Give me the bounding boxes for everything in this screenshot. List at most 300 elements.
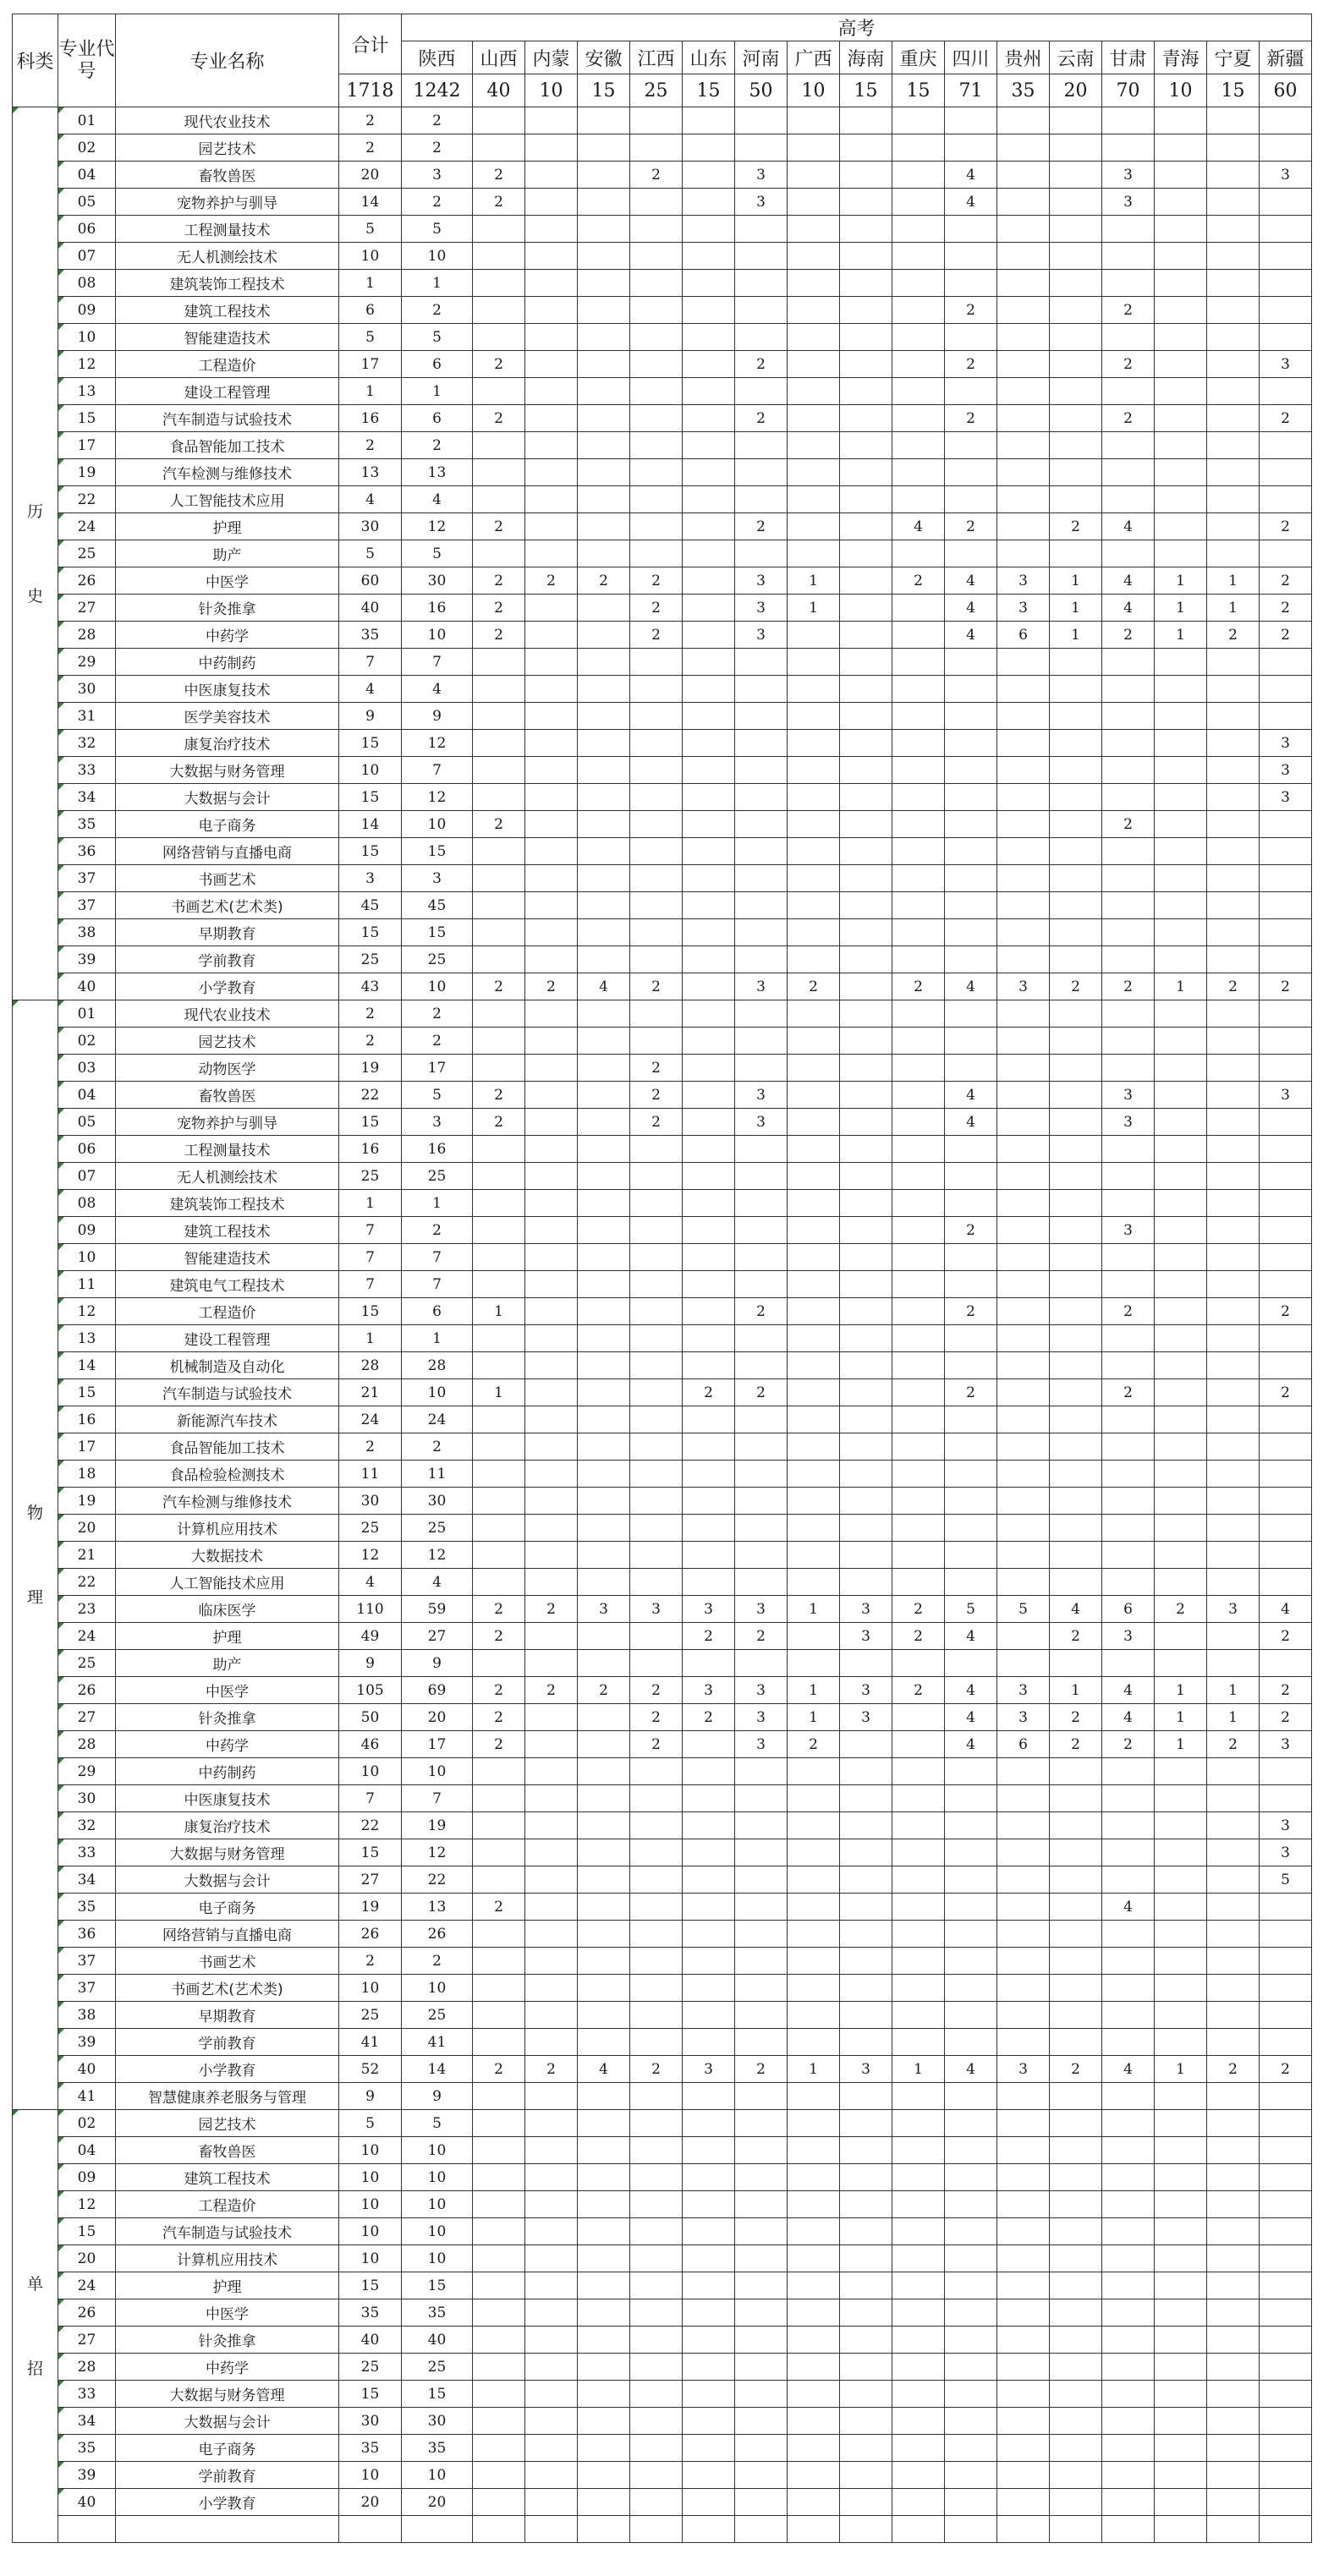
province-quota [1050,1379,1102,1406]
province-quota [1050,107,1102,134]
major-code: 24 [58,513,116,540]
province-quota: 1 [1155,567,1207,595]
province-quota: 3 [997,2056,1050,2083]
province-quota [840,1271,892,1298]
province-quota [1102,1488,1155,1515]
province-quota [1207,107,1260,134]
province-quota [1260,1244,1312,1271]
province-quota [735,919,788,946]
province-quota [997,432,1050,459]
province-quota: 4 [945,622,997,649]
province-quota [683,1731,735,1758]
province-quota [735,2137,788,2164]
province-quota: 4 [578,973,630,1000]
province-quota [735,2245,788,2272]
province-quota [997,2272,1050,2299]
province-quota: 2 [1050,2056,1102,2083]
province-quota [1050,2191,1102,2218]
province-quota: 10 [402,1758,473,1785]
province-quota: 6 [1102,1596,1155,1623]
province-quota [1102,1569,1155,1596]
province-header: 四川 [945,41,997,74]
province-quota [1102,1000,1155,1028]
major-code: 27 [58,1704,116,1731]
province-quota [683,1163,735,1190]
province-quota: 3 [1260,351,1312,378]
province-quota [1207,1109,1260,1136]
province-quota [578,1948,630,1975]
province-quota [840,1055,892,1082]
province-quota [473,1028,525,1055]
province-quota [997,2354,1050,2381]
major-name: 针灸推拿 [116,2327,339,2354]
major-name: 护理 [116,1623,339,1650]
province-quota [945,540,997,567]
province-quota [683,1000,735,1028]
major-total: 15 [339,730,402,757]
table-row [13,1217,1312,1244]
province-quota [578,513,630,540]
province-quota [473,2462,525,2489]
province-quota [473,784,525,811]
province-quota [1050,2435,1102,2462]
province-quota [1050,865,1102,892]
province-quota [892,919,945,946]
province-quota [683,2327,735,2354]
province-quota [1260,703,1312,730]
province-quota [683,1542,735,1569]
province-quota [1260,2164,1312,2191]
province-quota: 1 [1207,567,1260,595]
province-quota [683,865,735,892]
province-quota [630,1028,683,1055]
province-quota [735,297,788,324]
province-quota [1102,838,1155,865]
province-quota [473,676,525,703]
major-code: 24 [58,1623,116,1650]
major-total: 30 [339,1488,402,1515]
province-quota [735,865,788,892]
province-quota [630,1785,683,1812]
major-total: 10 [339,1975,402,2002]
province-quota [892,2191,945,2218]
province-quota [1050,2381,1102,2408]
province-quota [578,1812,630,1839]
province-quota [788,1244,840,1271]
province-quota [1155,1569,1207,1596]
province-quota [525,757,578,784]
province-quota [788,324,840,351]
province-quota [735,1569,788,1596]
province-quota [1207,838,1260,865]
province-quota [683,2272,735,2299]
province-quota [1260,1894,1312,1921]
province-quota [683,378,735,405]
province-quota [735,107,788,134]
province-quota [578,459,630,486]
province-quota: 2 [945,1217,997,1244]
province-quota [788,134,840,162]
province-quota [788,1271,840,1298]
province-quota [1260,1217,1312,1244]
province-quota: 40 [402,2327,473,2354]
province-quota [1207,189,1260,216]
province-quota: 2 [1102,811,1155,838]
province-quota [525,189,578,216]
province-quota [1050,1000,1102,1028]
province-quota [630,2218,683,2245]
province-quota [1260,2137,1312,2164]
province-quota [1155,2299,1207,2327]
province-quota [1050,1758,1102,1785]
province-quota [1102,2327,1155,2354]
province-quota [473,378,525,405]
table-row [13,2002,1312,2029]
major-total: 5 [339,216,402,243]
major-name: 宠物养护与驯导 [116,189,339,216]
province-quota [892,1433,945,1461]
province-quota [735,2489,788,2516]
province-quota [1260,946,1312,973]
major-code: 28 [58,1731,116,1758]
province-quota [525,1055,578,1082]
province-quota [840,892,892,919]
province-quota: 30 [402,2408,473,2435]
province-quota: 10 [402,2137,473,2164]
major-total: 10 [339,2164,402,2191]
province-quota [840,2435,892,2462]
province-quota [1155,2354,1207,2381]
province-quota [1050,2029,1102,2056]
province-quota [892,459,945,486]
province-quota [578,1352,630,1379]
province-quota [525,2299,578,2327]
major-total: 30 [339,2408,402,2435]
province-quota [788,189,840,216]
province-quota [892,2002,945,2029]
province-quota [473,432,525,459]
province-quota [1050,1948,1102,1975]
major-code: 37 [58,892,116,919]
province-quota [945,2381,997,2408]
province-quota [630,919,683,946]
province-quota [630,1948,683,1975]
province-quota [683,1433,735,1461]
province-quota [892,2381,945,2408]
empty-cell [1102,2516,1155,2543]
province-quota [1260,2002,1312,2029]
province-quota [840,1731,892,1758]
province-quota [892,676,945,703]
major-total: 10 [339,2191,402,2218]
province-quota [1102,540,1155,567]
major-total: 40 [339,595,402,622]
category-char: 物 [26,1503,43,1522]
table-row [13,2191,1312,2218]
province-quota: 2 [630,595,683,622]
province-quota [1050,2327,1102,2354]
province-quota [997,1379,1050,1406]
province-quota [683,513,735,540]
province-quota [735,216,788,243]
major-total: 10 [339,243,402,270]
province-quota [473,2408,525,2435]
province-quota [578,1461,630,1488]
province-quota [683,2110,735,2137]
table-row [13,1028,1312,1055]
major-name: 人工智能技术应用 [116,486,339,513]
major-total: 40 [339,2327,402,2354]
province-quota [1050,2218,1102,2245]
province-quota [683,703,735,730]
major-name: 人工智能技术应用 [116,1569,339,1596]
province-quota: 9 [402,1650,473,1677]
province-quota [578,2327,630,2354]
province-quota [1050,1542,1102,1569]
province-quota [525,919,578,946]
province-quota [578,2029,630,2056]
category-cell [13,107,58,1000]
province-quota [997,1623,1050,1650]
province-quota: 3 [735,973,788,1000]
province-quota [630,2137,683,2164]
category-cell [13,2110,58,2543]
province-quota [788,2191,840,2218]
province-quota [1102,2381,1155,2408]
province-quota [1260,1109,1312,1136]
province-quota: 6 [402,405,473,432]
province-quota [1102,2191,1155,2218]
province-quota: 9 [402,2083,473,2110]
province-quota [1260,1271,1312,1298]
province-quota [1155,730,1207,757]
province-quota [1102,1190,1155,1217]
province-quota: 1 [788,2056,840,2083]
province-quota [945,1785,997,1812]
major-code: 29 [58,1758,116,1785]
province-quota [1050,1325,1102,1352]
province-quota [578,622,630,649]
province-quota [997,162,1050,189]
province-quota [1207,1433,1260,1461]
province-quota [1050,378,1102,405]
table-row [13,1190,1312,1217]
province-quota [1155,784,1207,811]
major-total: 16 [339,405,402,432]
province-quota [1102,892,1155,919]
province-quota: 2 [473,405,525,432]
province-quota [892,1866,945,1894]
empty-cell [892,2516,945,2543]
province-quota [525,2029,578,2056]
province-quota [578,324,630,351]
province-quota: 2 [630,1082,683,1109]
province-quota [473,1461,525,1488]
province-quota: 2 [1260,2056,1312,2083]
province-quota: 2 [1102,1731,1155,1758]
province-quota [473,1217,525,1244]
province-quota [473,1000,525,1028]
province-quota [840,2110,892,2137]
table-row [13,1244,1312,1271]
major-total: 20 [339,162,402,189]
province-quota: 1 [1050,567,1102,595]
major-code: 07 [58,1163,116,1190]
major-code: 04 [58,162,116,189]
province-quota [840,838,892,865]
province-quota: 2 [473,513,525,540]
province-quota [788,892,840,919]
major-total: 19 [339,1894,402,1921]
province-quota [1155,216,1207,243]
province-quota: 2 [630,1704,683,1731]
province-quota [735,486,788,513]
province-quota: 16 [402,1136,473,1163]
province-quota [525,946,578,973]
province-quota [788,811,840,838]
province-quota [840,784,892,811]
province-quota: 3 [997,595,1050,622]
province-quota [473,107,525,134]
province-quota: 10 [402,811,473,838]
province-quota [892,189,945,216]
table-row [13,432,1312,459]
province-quota [1260,2408,1312,2435]
province-quota [1050,1488,1102,1515]
table-row [13,2056,1312,2083]
province-quota: 4 [945,1677,997,1704]
province-quota: 2 [473,1704,525,1731]
major-code: 28 [58,622,116,649]
province-quota [840,270,892,297]
major-code: 38 [58,2002,116,2029]
province-quota [1155,1812,1207,1839]
province-quota [1155,1082,1207,1109]
province-quota [840,540,892,567]
province-quota [788,2218,840,2245]
province-quota [578,1894,630,1921]
province-total: 20 [1050,74,1102,107]
province-quota [840,107,892,134]
major-total: 46 [339,1731,402,1758]
province-quota [788,1136,840,1163]
province-quota: 3 [1102,1217,1155,1244]
province-quota: 2 [1260,1379,1312,1406]
province-quota [630,1217,683,1244]
province-quota: 3 [735,189,788,216]
province-quota [578,2083,630,2110]
province-quota [788,1461,840,1488]
province-quota [892,1948,945,1975]
province-quota [1260,649,1312,676]
province-quota [788,730,840,757]
major-total: 6 [339,297,402,324]
province-quota [1102,730,1155,757]
province-quota [997,2462,1050,2489]
province-quota [735,1839,788,1866]
province-quota: 2 [892,567,945,595]
major-total: 7 [339,1271,402,1298]
province-quota [945,2029,997,2056]
major-code: 03 [58,1055,116,1082]
province-quota [788,1488,840,1515]
province-quota [788,1433,840,1461]
major-code: 10 [58,1244,116,1271]
province-quota [578,2110,630,2137]
major-code: 28 [58,2354,116,2381]
province-quota [683,1921,735,1948]
table-row [13,1163,1312,1190]
province-quota [945,432,997,459]
province-quota [945,2110,997,2137]
major-name: 大数据与会计 [116,1866,339,1894]
province-quota [1207,134,1260,162]
province-quota [473,2299,525,2327]
major-total: 24 [339,1406,402,1433]
province-quota [683,324,735,351]
major-name: 针灸推拿 [116,1704,339,1731]
province-quota [473,946,525,973]
province-quota [525,378,578,405]
province-quota: 1 [1050,595,1102,622]
province-quota [892,324,945,351]
province-quota [683,351,735,378]
province-quota [1050,216,1102,243]
province-quota [683,2489,735,2516]
province-quota [1102,1975,1155,2002]
province-quota [1050,2354,1102,2381]
province-quota: 2 [1102,405,1155,432]
province-quota [892,1839,945,1866]
major-code: 11 [58,1271,116,1298]
table-row [13,1948,1312,1975]
province-quota [578,865,630,892]
province-quota [1207,1461,1260,1488]
province-quota: 3 [1260,162,1312,189]
province-quota [630,1136,683,1163]
province-quota [788,838,840,865]
province-quota [1207,2462,1260,2489]
province-quota [578,1758,630,1785]
province-quota: 2 [525,1677,578,1704]
province-quota [578,1623,630,1650]
province-quota [840,2083,892,2110]
province-quota [1155,2381,1207,2408]
province-quota [735,838,788,865]
province-quota [840,595,892,622]
province-quota [1207,1975,1260,2002]
province-quota [1207,919,1260,946]
table-row [13,1271,1312,1298]
province-header: 新疆 [1260,41,1312,74]
province-quota [1102,2164,1155,2191]
province-quota: 17 [402,1731,473,1758]
empty-cell [840,2516,892,2543]
province-quota [473,1325,525,1352]
major-code: 33 [58,757,116,784]
province-quota: 10 [402,2164,473,2191]
province-quota [525,649,578,676]
province-quota [630,1650,683,1677]
province-quota [525,405,578,432]
empty-cell [525,2516,578,2543]
major-name: 汽车检测与维修技术 [116,1488,339,1515]
province-quota [1260,1569,1312,1596]
province-quota [1050,432,1102,459]
table-row [13,1000,1312,1028]
province-quota [840,703,892,730]
province-quota [1050,1433,1102,1461]
